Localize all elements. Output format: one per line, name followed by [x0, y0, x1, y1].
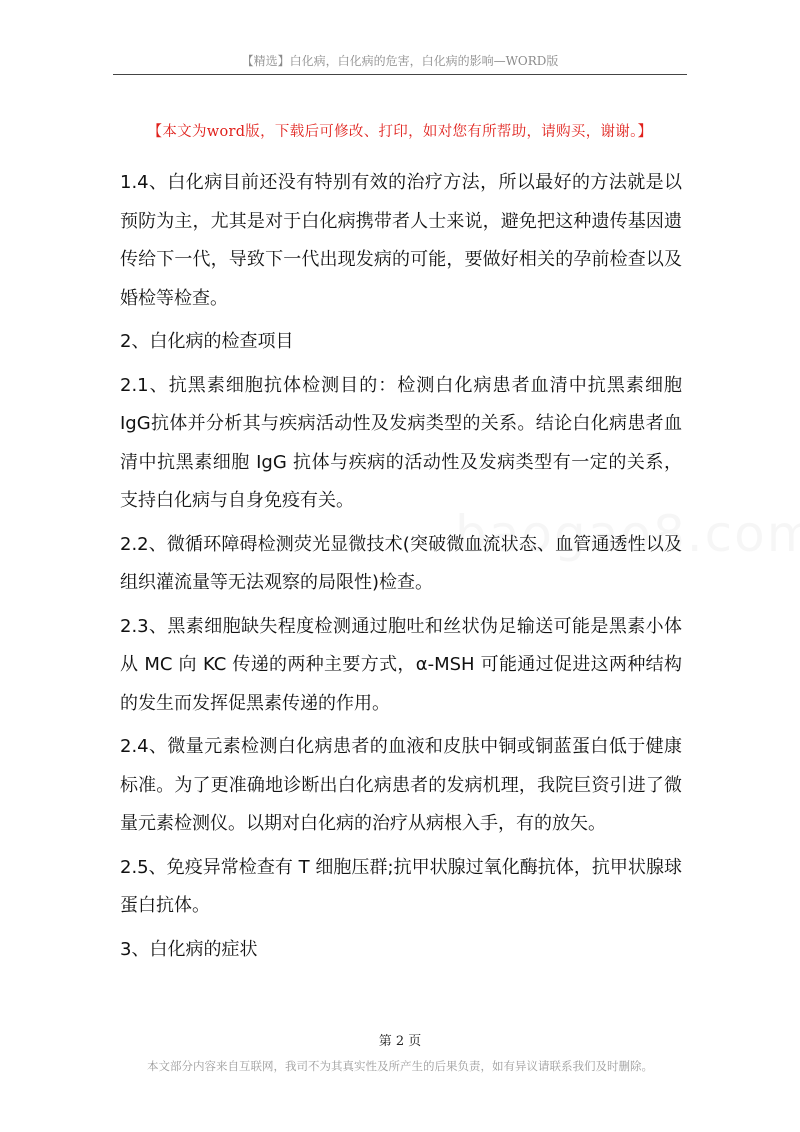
header-divider — [113, 74, 687, 75]
paragraph-2-1: 2.1、抗黑素细胞抗体检测目的：检测白化病患者血清中抗黑素细胞IgG抗体并分析其与疾病活动性及发病类型的关系。结论白化病患者血清中抗黑素细胞 IgG 抗体与疾病的活动性及发病类型有一定的关系，支持白化病与自身免疫有关。 — [120, 374, 682, 511]
paragraph-1-4: 1.4、白化病目前还没有特别有效的治疗方法，所以最好的方法就是以预防为主，尤其是对于白化病携带者人士来说，避免把这种遗传基因遗传给下一代，导致下一代出现发病的可能，要做好相关的孕前检查以及婚检等检查。 — [120, 172, 682, 309]
word-version-notice: 【本文为word版，下载后可修改、打印，如对您有所帮助，请购买，谢谢。】 — [147, 124, 653, 140]
paragraph-2-2: 2.2、微循环障碍检测荧光显微技术(突破微血流状态、血管通透性以及组织灌流量等无法观察的局限性)检查。 — [120, 533, 682, 593]
page-number: 第 2 页 — [378, 1034, 422, 1049]
heading-section-2: 2、白化病的检查项目 — [120, 331, 294, 352]
heading-section-3: 3、白化病的症状 — [120, 938, 258, 960]
paragraph-2-4: 2.4、微量元素检测白化病患者的血液和皮肤中铜或铜蓝蛋白低于健康标准。为了更准确地诊断出白化病患者的发病机理，我院巨资引进了微量元素检测仪。以期对白化病的治疗从病根入手，有的放矢。 — [120, 736, 682, 834]
page-footer-disclaimer: 本文部分内容来自互联网，我司不为其真实性及所产生的后果负责，如有异议请联系我们及时删除。 — [147, 1059, 653, 1073]
paragraph-2-5: 2.5、免疫异常检查有 T 细胞压群;抗甲状腺过氧化酶抗体，抗甲状腺球蛋白抗体。 — [120, 856, 682, 916]
page-header: 【精选】白化病，白化病的危害，白化病的影响—WORD版 — [241, 54, 559, 68]
document-body — [120, 164, 682, 974]
paragraph-2-3: 2.3、黑素细胞缺失程度检测通过胞吐和丝状伪足输送可能是黑素小体从 MC 向 KC 传递的两种主要方式，α-MSH 可能通过促进这两种结构的发生而发挥促黑素传递的作用。 — [120, 615, 682, 714]
